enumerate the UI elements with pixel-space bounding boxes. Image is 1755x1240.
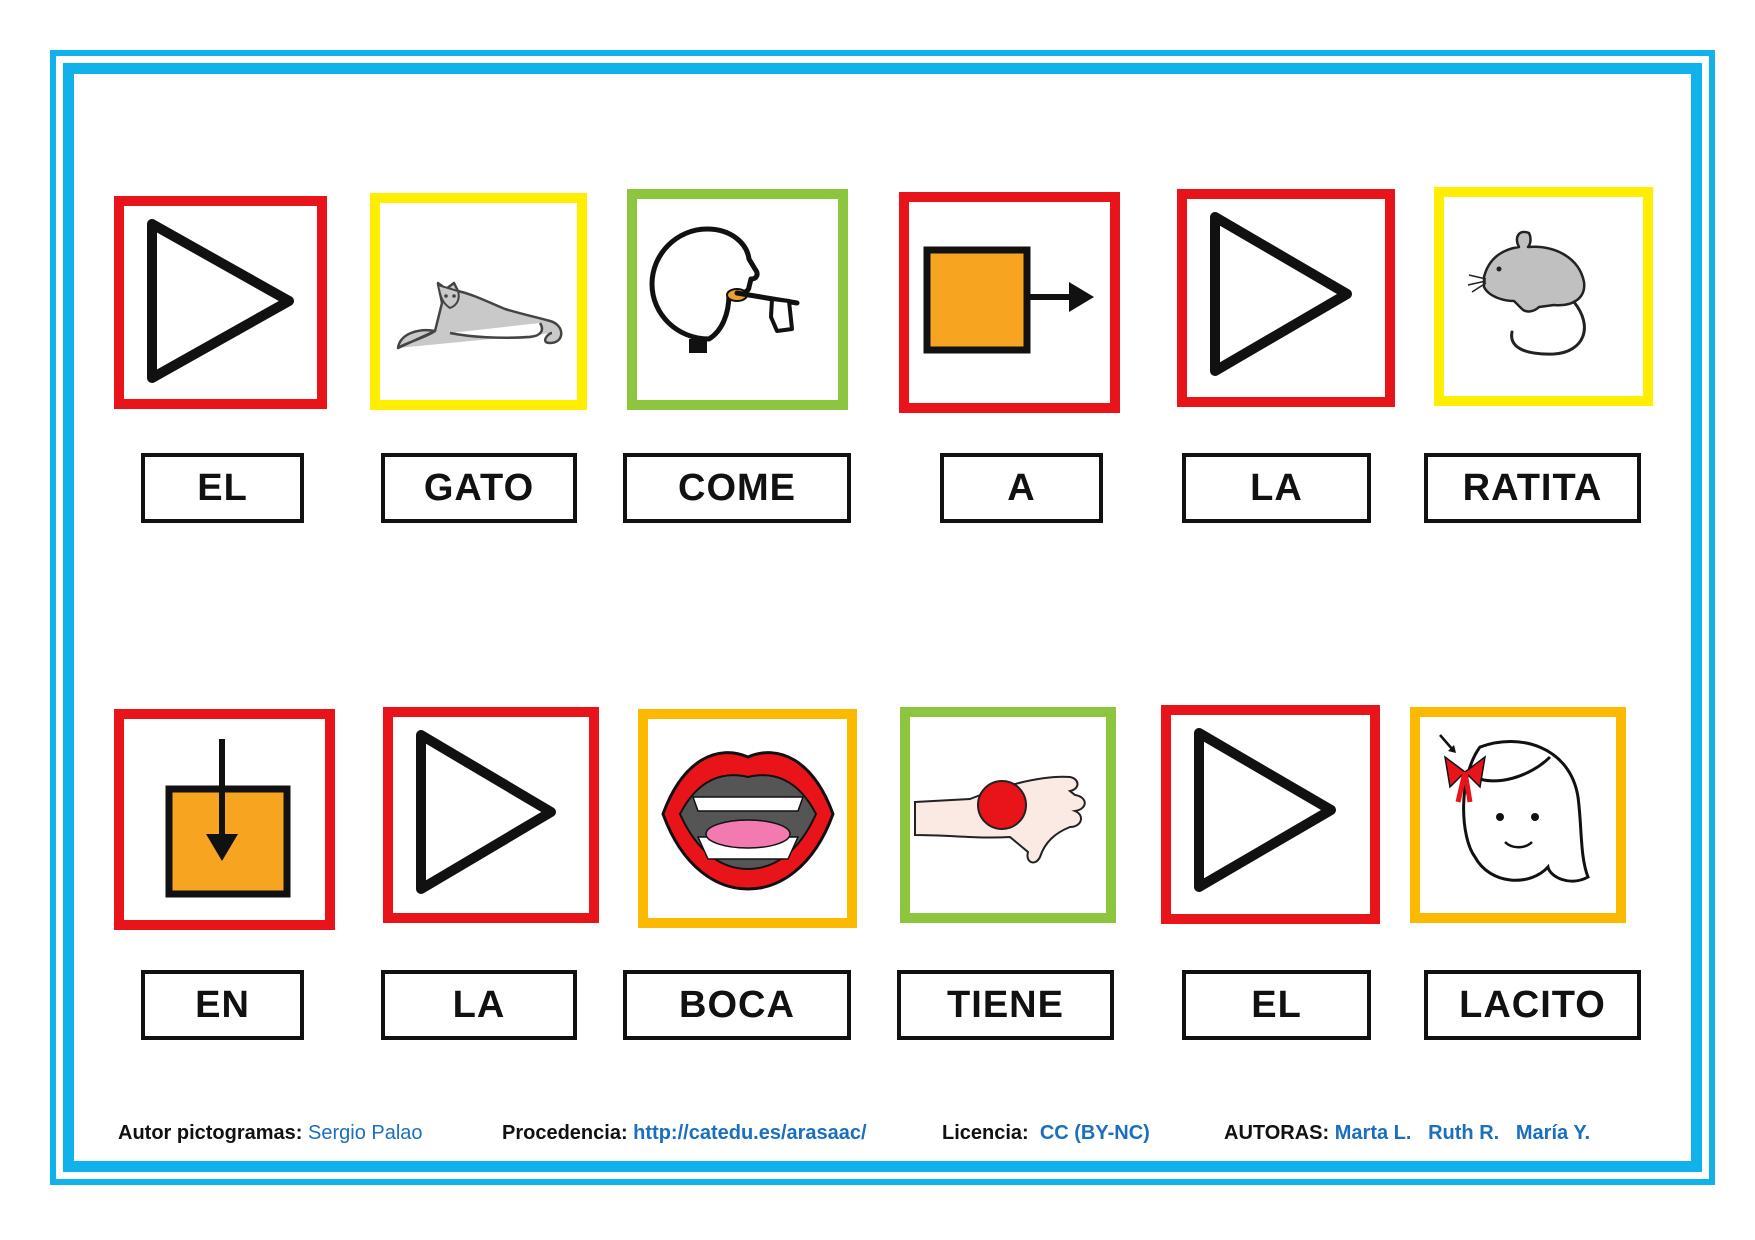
orange-square-arrow-icon bbox=[909, 202, 1110, 403]
license-label: Licencia: bbox=[942, 1122, 1029, 1144]
pictogram-card-el bbox=[114, 196, 327, 409]
pictogram-card-lacito bbox=[1410, 707, 1626, 923]
cat-icon bbox=[380, 203, 577, 400]
pictogram-card-a bbox=[899, 192, 1120, 413]
pictogram-card-boca bbox=[638, 709, 857, 928]
word-label-tiene: TIENE bbox=[897, 970, 1114, 1040]
hand-holding-ball-icon bbox=[910, 717, 1106, 913]
license-value: CC (BY-NC) bbox=[1039, 1122, 1150, 1144]
pictogram-card-la-1 bbox=[1177, 189, 1395, 407]
author-label: Autor pictogramas: bbox=[118, 1122, 303, 1144]
author-name: María Y. bbox=[1515, 1122, 1590, 1144]
pictogram-card-en bbox=[114, 709, 335, 930]
orange-square-down-arrow-icon bbox=[124, 719, 325, 920]
mouse-icon bbox=[1444, 197, 1643, 396]
triangle-determiner-icon bbox=[1171, 715, 1370, 914]
person-eating-icon bbox=[637, 199, 838, 400]
triangle-determiner-icon bbox=[393, 717, 589, 913]
footer-license bbox=[942, 1122, 1150, 1145]
triangle-determiner-icon bbox=[1187, 199, 1385, 397]
footer-source bbox=[502, 1122, 867, 1145]
word-label-en: EN bbox=[141, 970, 304, 1040]
mouth-icon bbox=[648, 719, 847, 918]
word-label-ratita: RATITA bbox=[1424, 453, 1641, 523]
pictogram-card-tiene bbox=[900, 707, 1116, 923]
authors-label: AUTORAS: bbox=[1224, 1122, 1330, 1144]
footer-authors bbox=[1224, 1122, 1590, 1145]
pictogram-card-ratita bbox=[1434, 187, 1653, 406]
author-name: Marta L. bbox=[1334, 1122, 1412, 1144]
pictogram-card-come bbox=[627, 189, 848, 410]
word-label-gato: GATO bbox=[381, 453, 577, 523]
footer-author bbox=[118, 1122, 423, 1145]
word-label-lacito: LACITO bbox=[1424, 970, 1641, 1040]
source-link[interactable]: http://catedu.es/arasaac/ bbox=[633, 1122, 867, 1144]
word-label-el: EL bbox=[141, 453, 304, 523]
word-label-la-1: LA bbox=[1182, 453, 1371, 523]
word-label-el-2: EL bbox=[1182, 970, 1371, 1040]
author-name: Ruth R. bbox=[1428, 1122, 1500, 1144]
pictogram-card-la-2 bbox=[383, 707, 599, 923]
source-label: Procedencia: bbox=[502, 1122, 628, 1144]
triangle-determiner-icon bbox=[124, 206, 317, 399]
author-value: Sergio Palao bbox=[308, 1122, 423, 1144]
word-label-boca: BOCA bbox=[623, 970, 851, 1040]
girl-with-bow-icon bbox=[1420, 717, 1616, 913]
pictogram-card-el-2 bbox=[1161, 705, 1380, 924]
word-label-a: A bbox=[940, 453, 1103, 523]
pictogram-card-gato bbox=[370, 193, 587, 410]
word-label-la-2: LA bbox=[381, 970, 577, 1040]
word-label-come: COME bbox=[623, 453, 851, 523]
